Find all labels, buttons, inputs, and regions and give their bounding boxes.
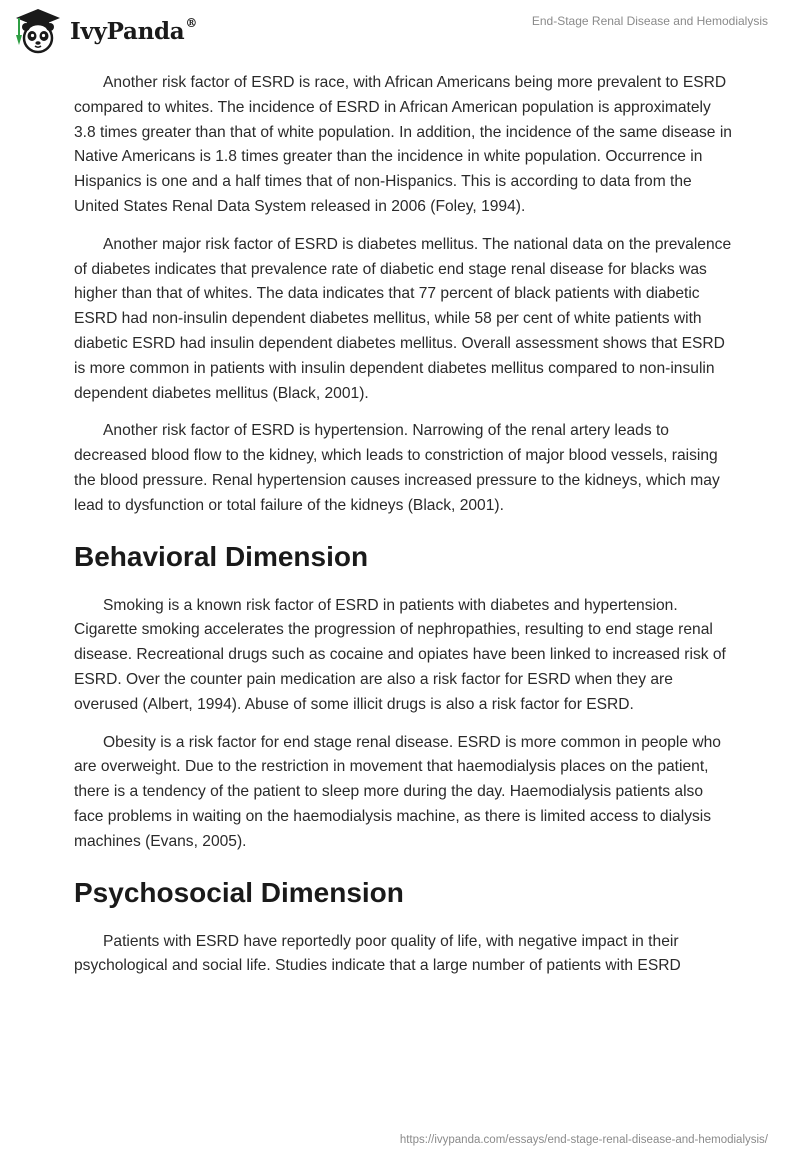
paragraph-obesity: Obesity is a risk factor for end stage renal disease. ESRD is more common in people who are overweight. Due to the restriction in movement that haemodialysis places on the patient, there is a tendency of the patient to sleep more during the day. Haemodialysis patients also face problems in waiting on the haemodialysis machine, as there is limited access to dialysis machines (Evans, 2005).	[74, 733, 721, 850]
source-url-link[interactable]: https://ivypanda.com/essays/end-stage-renal-disease-and-hemodialysis/	[399, 1134, 768, 1146]
panda-graduation-cap-icon	[14, 7, 62, 55]
paragraph-diabetes: Another major risk factor of ESRD is diabetes mellitus. The national data on the prevalence of diabetes indicates that prevalence rate of diabetic end stage renal disease for blacks was higher than that of whites. The data indicates that 77 percent of black patients with diabetic ESRD had non-insulin dependent diabetes mellitus, while 58 per cent of white patients with diabetic ESRD had insulin dependent diabetes mellitus. Overall assessment shows that ESRD is more common in patients with insulin dependent diabetes mellitus compared to non-insulin dependent diabetes mellitus (Black, 2001).	[74, 235, 732, 402]
paragraph-smoking: Smoking is a known risk factor of ESRD in patients with diabetes and hypertension. Cigarette smoking accelerates the progression of nephropathies, resulting to end stage renal disease. Recreational drugs such as cocaine and opiates have been linked to increased risk of ESRD. Over the counter pain medication are also a risk factor for ESRD when they are overused (Albert, 1994). Abuse of some illicit drugs is also a risk factor for ESRD.	[74, 596, 726, 713]
document-title: End-Stage Renal Disease and Hemodialysis	[531, 14, 768, 28]
paragraph-quality-of-life: Patients with ESRD have reportedly poor quality of life, with negative impact in their psychological and social life. Studies indicate that a large number of patients with ESRD	[74, 932, 681, 975]
brand-name: IvyPanda®	[70, 15, 198, 45]
heading-psychosocial-dimension: Psychosocial Dimension	[74, 876, 404, 908]
registered-mark: ®	[185, 15, 198, 30]
paragraph-race: Another risk factor of ESRD is race, with African Americans being more prevalent to ESRD compared to whites. The incidence of ESRD in African American population is approximately 3.8 times greater than that of white population. In addition, the incidence of the same disease in Native Americans is 1.8 times greater than the incidence in white population. Occurrence in Hispanics is one and a half times that of non-Hispanics. This is according to data from the United States Renal Data System released in 2006 (Foley, 1994).	[74, 74, 732, 215]
ivypanda-logo[interactable]	[14, 7, 197, 55]
paragraph-hypertension: Another risk factor of ESRD is hypertension. Narrowing of the renal artery leads to decreased blood flow to the kidney, which leads to constriction of major blood vessels, raising the blood pressure. Renal hypertension causes increased pressure to the kidneys, which may lead to dysfunction or total failure of the kidneys (Black, 2001).	[74, 422, 720, 514]
page-header	[0, 0, 800, 64]
heading-behavioral-dimension: Behavioral Dimension	[74, 540, 369, 572]
essay-content	[74, 71, 734, 992]
